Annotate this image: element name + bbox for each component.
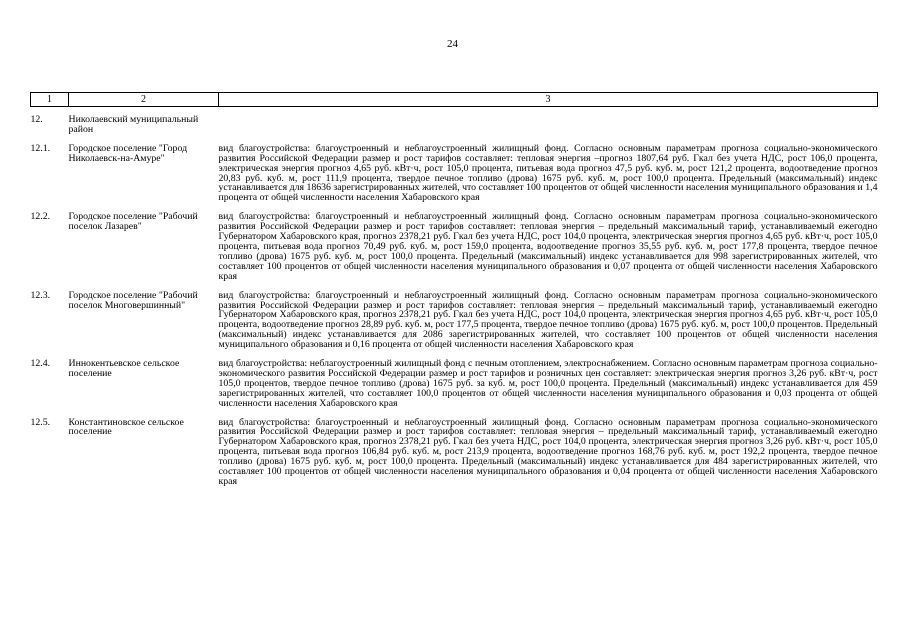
table-row bbox=[31, 203, 878, 281]
municipality-name: Николаевский муниципальный район bbox=[68, 114, 199, 135]
table-row bbox=[31, 409, 878, 487]
table-row bbox=[31, 135, 878, 203]
table-row bbox=[31, 107, 878, 135]
row-description: вид благоустройства: неблагоустроенный жилищный фонд с печным отоплением, электроснабжением. Согласно основным параметрам прогноза социально-экономического развития Российской Федерации размер и рост тарифов и розничных цен составляет: электрическая энергия прогноз 3,26 руб. кВт·ч, рост 105,0 процентов, твердое печное топливо (дрова) 1675 руб. за куб. м, рост 100,0 процента. Предельный (максимальный) индекс устанавливается для 459 зарегистрированных жителей, что составляет 100,0 процентов от общей численности населения муниципального образования и 0,03 процента от общей численности населения Хабаровского края bbox=[218, 358, 878, 409]
table-row bbox=[31, 350, 878, 409]
table-row bbox=[31, 282, 878, 350]
row-number: 12.1. bbox=[30, 142, 51, 154]
row-number: 12.4. bbox=[30, 358, 51, 370]
row-description: вид благоустройства: благоустроенный и неблагоустроенный жилищный фонд. Согласно основным параметрам прогноза социально-экономического развития Российской Федерации размер и рост тарифов составляет: тепловая энергия – предельный максимальный тариф, устанавливаемый ежегодно Губернатором Хабаровского края, прогноз 2378,21 руб. Гкал без учета НДС, рост 104,0 процента, электрическая энергия прогноз 3,26 руб. кВт·ч, рост 105,0 процента, питьевая вода прогноз 106,84 руб. куб. м, рост 213,9 процента, водоотведение прогноз 168,76 руб. куб. м, рост 192,2 процента, твердое печное топливо (дрова) 1675 руб. куб. м, рост 100,0 процента. Предельный (максимальный) индекс устанавливается для 484 зарегистрированных жителей, что составляет 100 процентов от общей численности населения муниципального образования и 0,04 процента от общей численности населения Хабаровского края bbox=[218, 416, 878, 487]
municipality-name: Городское поселение "Рабочий поселок Лазарев" bbox=[68, 211, 198, 233]
row-number: 12.3. bbox=[30, 289, 51, 301]
row-description: вид благоустройства: благоустроенный и неблагоустроенный жилищный фонд. Согласно основным параметрам прогноза социально-экономического развития Российской Федерации размер и рост тарифов составляет: тепловая энергия – предельный максимальный тариф, устанавливаемый ежегодно Губернатором Хабаровского края, прогноз 2378,21 руб. Гкал без учета НДС, рост 104,0 процента, электрическая энергия прогноз 4,65 руб. кВт·ч, рост 105,0 процента, водоотведение прогноз 28,89 руб. куб. м, рост 177,5 процента, твердое печное топливо (дрова) 1675 руб. куб. м, рост 100,0 процентов. Предельный (максимальный) индекс устанавливается для 2086 зарегистрированных жителей, что составляет 100 процентов от общей численности населения муниципального образования и 0,16 процента от общей численности населения Хабаровского края bbox=[218, 289, 878, 351]
row-number: 12. bbox=[30, 114, 43, 125]
column-header-2: 2 bbox=[69, 93, 219, 107]
municipality-name: Константиновское сельское поселение bbox=[68, 416, 184, 438]
row-number: 12.2. bbox=[30, 211, 51, 223]
page-number: 24 bbox=[447, 38, 458, 50]
municipality-name: Иннокентьевское сельское поселение bbox=[68, 358, 180, 379]
row-description: вид благоустройства: благоустроенный и неблагоустроенный жилищный фонд. Согласно основным параметрам прогноза социально-экономического развития Российской Федерации размер и рост тарифов составляет: тепловая энергия –прогноз 1807,64 руб. Гкал без учета НДС, рост 106,0 процента, электрическая энергия прогноз 4,65 руб. кВт·ч, рост 105,0 процента, питьевая вода прогноз 47,5 руб. куб. м, рост 121,2 процента, водоотведение прогноз 20,83 руб. куб. м, рост 111,9 процента, твердое печное топливо (дрова) 1675 руб. куб. м, рост 100,0 процента. Предельный (максимальный) индекс устанавливается для 18636 зарегистрированных жителей, что составляет 100 процентов от общей численности населения муниципального образования и 1,4 процента от общей численности населения Хабаровского края bbox=[218, 142, 878, 204]
column-header-3: 3 bbox=[219, 93, 878, 107]
municipality-name: Городское поселение "Рабочий поселок Многовершинный" bbox=[68, 289, 198, 311]
row-description: вид благоустройства: благоустроенный и неблагоустроенный жилищный фонд. Согласно основным параметрам прогноза социально-экономического развития Российской Федерации размер и рост тарифов составляет: тепловая энергия – предельный максимальный тариф, устанавливаемый ежегодно Губернатором Хабаровского края, прогноз 2378,21 руб. Гкал без учета НДС, рост 104,0 процента, электрическая энергия прогноз 4,65 руб. кВт·ч, рост 105,0 процента, питьевая вода прогноз 70,49 руб. куб. м, рост 159,0 процента, водоотведение прогноз 35,55 руб. куб. м, рост 177,8 процента, твердое печное топливо (дрова) 1675 руб. куб. м, рост 100,0 процента. Предельный (максимальный) индекс устанавливается для 998 зарегистрированных жителей, что составляет 100 процентов от общей численности населения муниципального образования и 0,07 процента от общей численности населения Хабаровского края bbox=[218, 211, 878, 282]
row-number: 12.5. bbox=[30, 416, 51, 428]
tariff-table bbox=[30, 92, 878, 487]
row-description bbox=[219, 107, 878, 135]
column-number-row bbox=[31, 93, 878, 107]
column-header-1: 1 bbox=[31, 93, 69, 107]
municipality-name: Городское поселение "Город Николаевск-на-Амуре" bbox=[68, 142, 188, 164]
